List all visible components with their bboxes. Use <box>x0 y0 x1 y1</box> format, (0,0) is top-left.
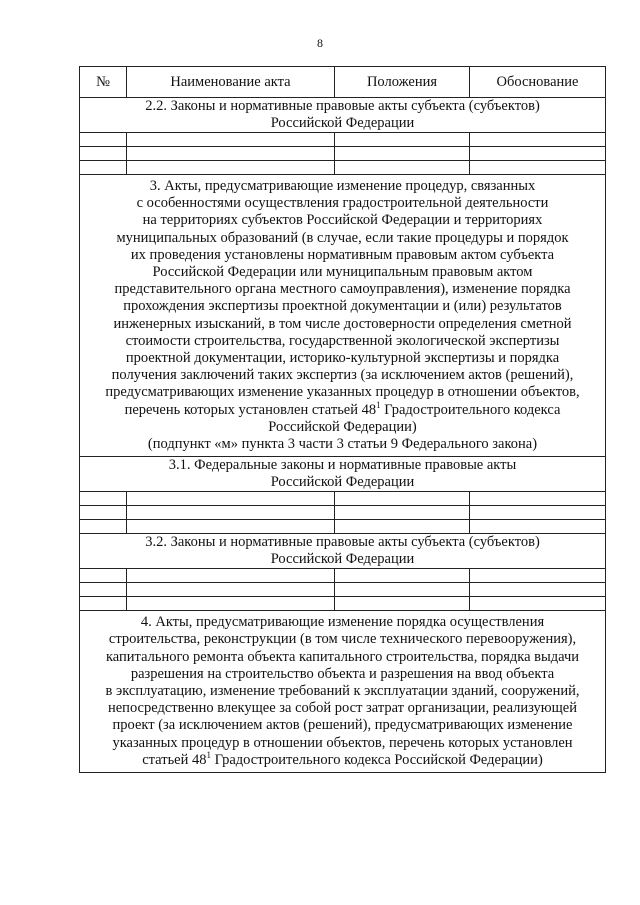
table-cell <box>127 147 335 161</box>
table-cell <box>335 506 470 520</box>
header-act-name: Наименование акта <box>127 67 335 98</box>
section-3-superscript: 1 <box>376 399 381 410</box>
table-cell <box>127 506 335 520</box>
table-cell <box>470 133 606 147</box>
section-4-superscript: 1 <box>206 750 211 761</box>
table-cell <box>80 492 127 506</box>
table-cell <box>335 520 470 534</box>
table-cell <box>335 492 470 506</box>
table-cell <box>470 583 606 597</box>
table-cell <box>80 506 127 520</box>
table-row <box>80 520 606 534</box>
table-row <box>80 147 606 161</box>
table-cell <box>470 147 606 161</box>
table-cell <box>127 520 335 534</box>
table-cell <box>80 597 127 611</box>
section-row-3-2 <box>80 534 606 569</box>
table-cell <box>80 133 127 147</box>
table-cell <box>335 147 470 161</box>
table-cell <box>335 597 470 611</box>
table-cell <box>127 133 335 147</box>
table-cell <box>127 597 335 611</box>
table-row <box>80 597 606 611</box>
section-row-3 <box>80 175 606 457</box>
header-justification: Обоснование <box>470 67 606 98</box>
table-cell <box>127 492 335 506</box>
table-row <box>80 583 606 597</box>
table-header-row <box>80 67 606 98</box>
table-cell <box>335 569 470 583</box>
table-cell <box>335 133 470 147</box>
table-cell <box>335 161 470 175</box>
table-cell <box>80 569 127 583</box>
section-3-text-part1: 3. Акты, предусматривающие изменение процедур, связанных с особенностями осуществления градостроительной деятельности на территориях субъектов Российской Федерации и территориях муниципальных образований (в случае, если такие процедуры и порядок их проведения установлены нормативным правовым актом субъекта Российской Федерации или муниципальным правовым актом представительного органа местного самоуправления), изменение порядка прохождения экспертизы проектной документации и (или) результатов инженерных изысканий, в том числе достоверности определения сметной стоимости строительства, государственной экологической экспертизы проектной документации, историко-культурной экспертизы и порядка получения заключений таких экспертиз (за исключением актов (решений), предусматривающих изменение указанных процедур в отношении объектов, перечень которых установлен статьей 48 <box>105 178 580 418</box>
table-cell <box>335 583 470 597</box>
table-cell <box>80 583 127 597</box>
table-cell <box>470 520 606 534</box>
section-row-3-1 <box>80 457 606 492</box>
section-heading-3 <box>80 175 606 457</box>
header-num: № <box>80 67 127 98</box>
table-cell <box>80 147 127 161</box>
table-row <box>80 506 606 520</box>
table-row <box>80 492 606 506</box>
section-heading-3-2: 3.2. Законы и нормативные правовые акты субъекта (субъектов) Российской Федерации <box>80 534 606 569</box>
table-cell <box>470 161 606 175</box>
table-cell <box>470 569 606 583</box>
section-heading-3-1: 3.1. Федеральные законы и нормативные правовые акты Российской Федерации <box>80 457 606 492</box>
section-3-text-part2: Градостроительного кодекса Российской Федерации) (подпункт «м» пункта 3 части 3 статьи 9 Федерального закона) <box>147 401 561 453</box>
table-row <box>80 161 606 175</box>
table-row <box>80 569 606 583</box>
table-cell <box>470 597 606 611</box>
table-cell <box>127 161 335 175</box>
section-4-text-part1: 4. Акты, предусматривающие изменение порядка осуществления строительства, реконструкции (в том числе технического перевооружения), капитального ремонта объекта капитального строительства, порядка выдачи разрешения на строительство объекта и разрешения на ввод объекта в эксплуатацию, изменение требований к эксплуатации зданий, сооружений, непосредственно влекущее за собой рост затрат организации, реализующей проект (за исключением актов (решений), предусматривающих изменение указанных процедур в отношении объектов, перечень которых установлен статьей 48 <box>105 614 580 768</box>
acts-table <box>79 66 606 773</box>
table-row <box>80 133 606 147</box>
table-cell <box>470 506 606 520</box>
section-row-2-2 <box>80 98 606 133</box>
table-cell <box>127 583 335 597</box>
section-row-4 <box>80 611 606 773</box>
header-provisions: Положения <box>335 67 470 98</box>
section-4-text-part2: Градостроительного кодекса Российской Федерации) <box>211 751 543 768</box>
page-number: 8 <box>317 36 323 50</box>
table-cell <box>470 492 606 506</box>
table-cell <box>127 569 335 583</box>
table-cell <box>80 520 127 534</box>
table-cell <box>80 161 127 175</box>
section-heading-4 <box>80 611 606 773</box>
section-heading-2-2: 2.2. Законы и нормативные правовые акты субъекта (субъектов) Российской Федерации <box>80 98 606 133</box>
